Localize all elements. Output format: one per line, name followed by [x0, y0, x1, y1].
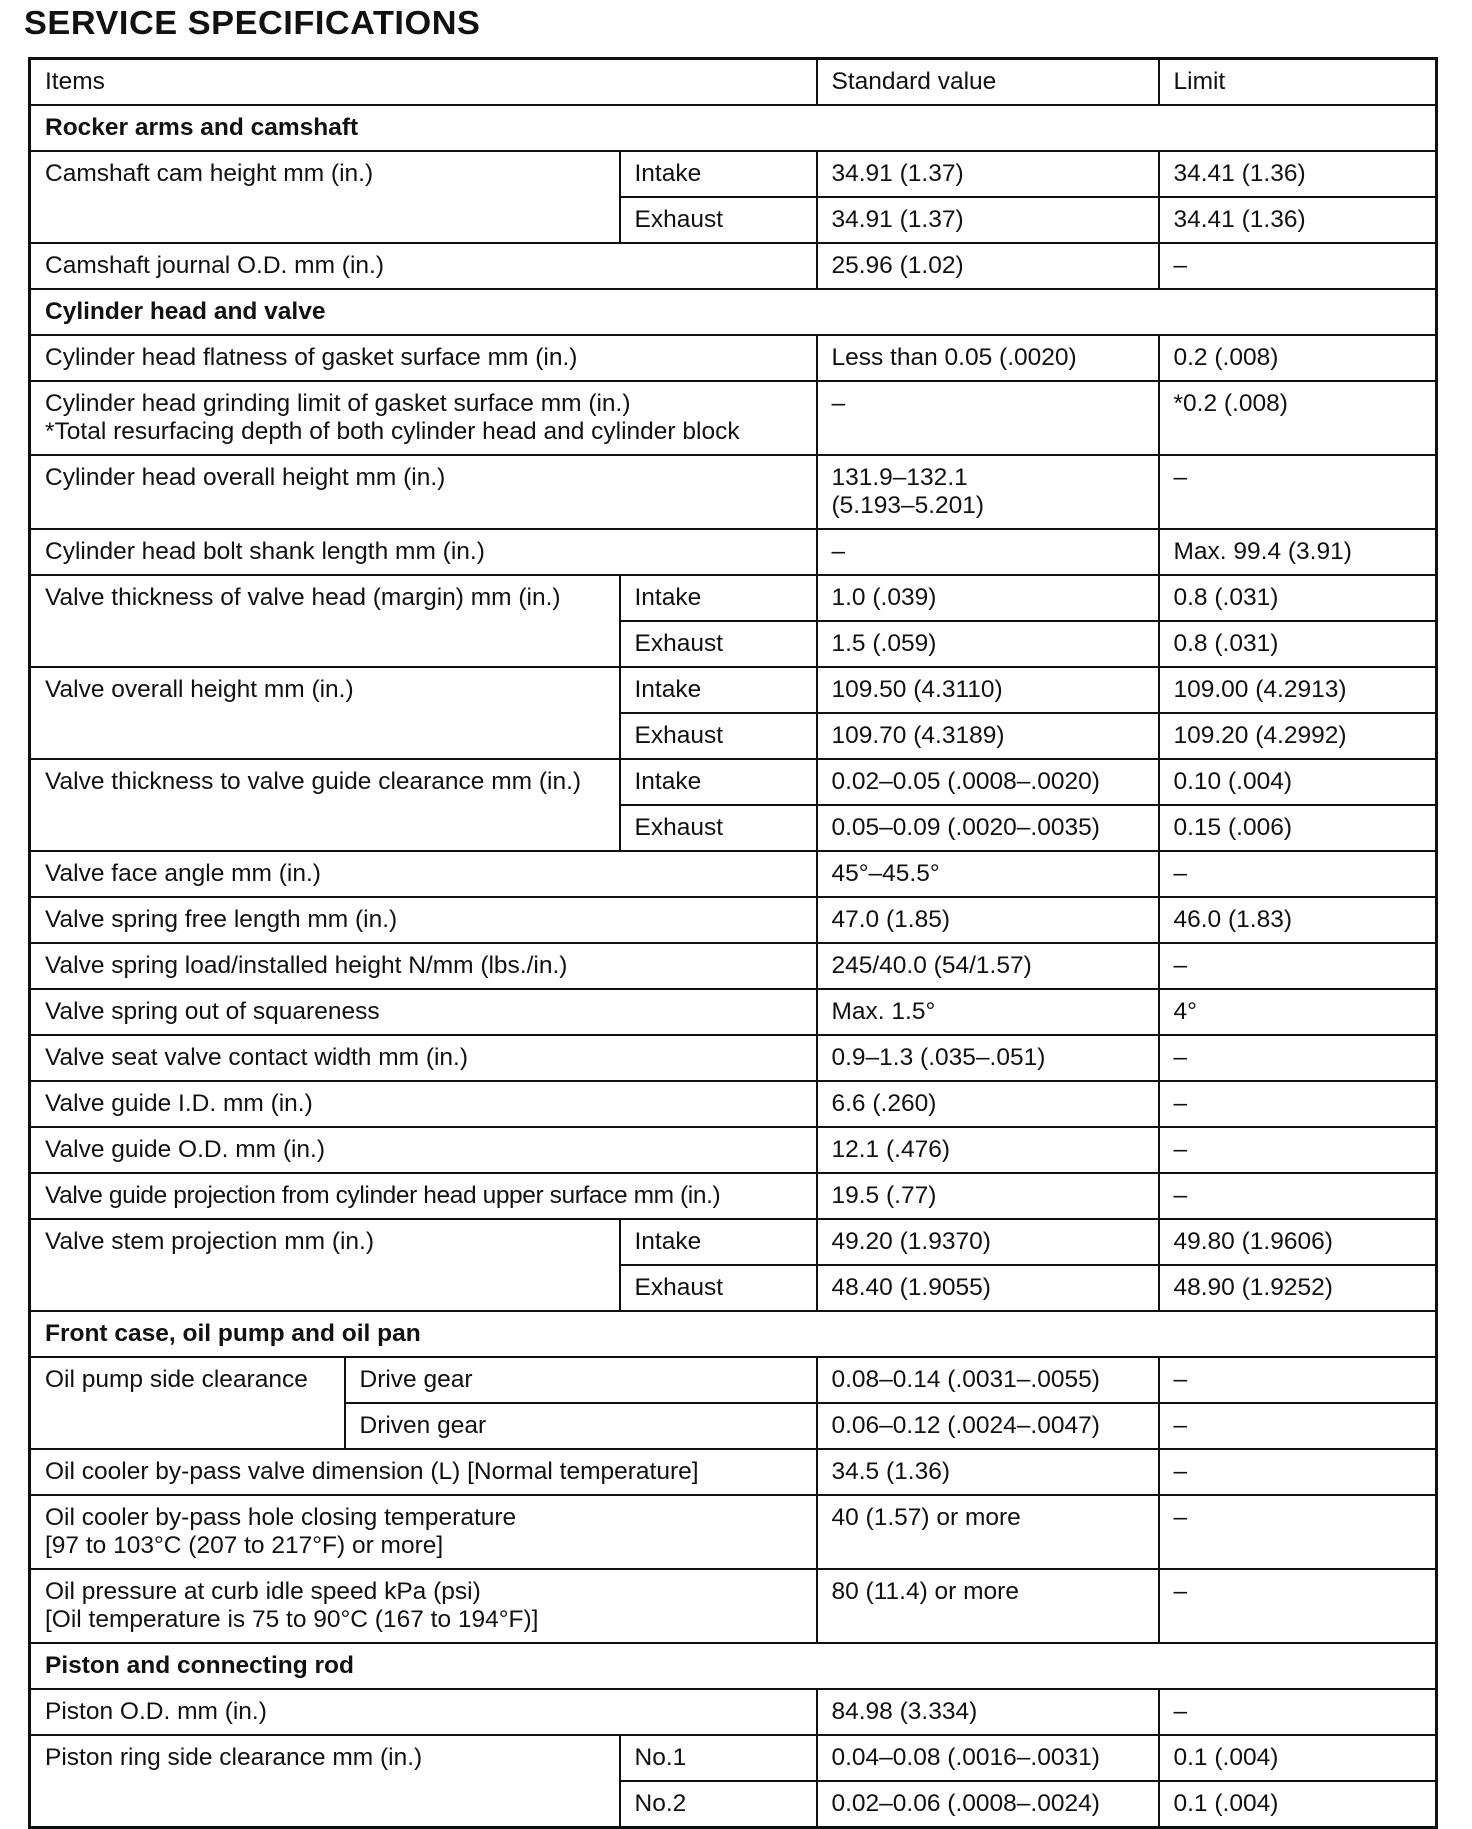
item-label: [30, 1495, 817, 1569]
item-label: Piston ring side clearance mm (in.): [30, 1735, 620, 1828]
item-label: Valve spring load/installed height N/mm (lbs./in.): [30, 943, 817, 989]
table-row: [30, 455, 1437, 529]
item-label-line: [Oil temperature is 75 to 90°C (167 to 194°F)]: [45, 1606, 539, 1633]
standard-value: 45°–45.5°: [817, 851, 1159, 897]
limit-value: Max. 99.4 (3.91): [1159, 529, 1437, 575]
limit-value: 0.8 (.031): [1159, 575, 1437, 621]
standard-value-line: (5.193–5.201): [831, 492, 985, 519]
standard-value: 34.91 (1.37): [817, 197, 1159, 243]
section-row: [30, 105, 1437, 151]
limit-value: 0.1 (.004): [1159, 1735, 1437, 1781]
standard-value: 245/40.0 (54/1.57): [817, 943, 1159, 989]
page-title: SERVICE SPECIFICATIONS: [24, 4, 481, 41]
sub-label: No.2: [620, 1781, 817, 1828]
table-row: [30, 1173, 1437, 1219]
item-label: Camshaft journal O.D. mm (in.): [30, 243, 817, 289]
limit-value: –: [1159, 243, 1437, 289]
item-label: Valve guide I.D. mm (in.): [30, 1081, 817, 1127]
table-row: [30, 1219, 1437, 1265]
standard-value: 25.96 (1.02): [817, 243, 1159, 289]
item-note: *Total resurfacing depth of both cylinder head and cylinder block: [45, 418, 740, 445]
item-label-line: Oil cooler by-pass hole closing temperature: [45, 1504, 517, 1531]
item-label: Oil cooler by-pass valve dimension (L) [Normal temperature]: [30, 1449, 817, 1495]
standard-value: 109.50 (4.3110): [817, 667, 1159, 713]
standard-value: 0.02–0.06 (.0008–.0024): [817, 1781, 1159, 1828]
table-row: [30, 1449, 1437, 1495]
sub-label: Exhaust: [620, 713, 817, 759]
item-label: Valve thickness to valve guide clearance mm (in.): [30, 759, 620, 851]
limit-value: 34.41 (1.36): [1159, 197, 1437, 243]
spec-table: [28, 57, 1438, 1829]
standard-value: 80 (11.4) or more: [817, 1569, 1159, 1643]
table-row: [30, 851, 1437, 897]
standard-value: 0.05–0.09 (.0020–.0035): [817, 805, 1159, 851]
table-row: [30, 1035, 1437, 1081]
table-row: [30, 151, 1437, 197]
table-row: [30, 1735, 1437, 1781]
standard-value: –: [817, 529, 1159, 575]
item-label: Piston O.D. mm (in.): [30, 1689, 817, 1735]
standard-value: Less than 0.05 (.0020): [817, 335, 1159, 381]
table-row: [30, 243, 1437, 289]
standard-value: 49.20 (1.9370): [817, 1219, 1159, 1265]
limit-value: –: [1159, 1127, 1437, 1173]
table-row: [30, 575, 1437, 621]
item-label: Valve stem projection mm (in.): [30, 1219, 620, 1311]
section-row: [30, 1311, 1437, 1357]
table-row: [30, 335, 1437, 381]
sub-label: Driven gear: [345, 1403, 817, 1449]
section-heading: Piston and connecting rod: [30, 1643, 1437, 1689]
standard-value: 34.91 (1.37): [817, 151, 1159, 197]
table-row: [30, 529, 1437, 575]
item-label: Cylinder head overall height mm (in.): [30, 455, 817, 529]
standard-value: 1.0 (.039): [817, 575, 1159, 621]
item-label: Valve overall height mm (in.): [30, 667, 620, 759]
sub-label: Exhaust: [620, 197, 817, 243]
table-row: [30, 1081, 1437, 1127]
item-label: Valve guide projection from cylinder head upper surface mm (in.): [30, 1173, 817, 1219]
item-label: [30, 1569, 817, 1643]
sub-label: Intake: [620, 151, 817, 197]
standard-value: [817, 455, 1159, 529]
limit-value: 4°: [1159, 989, 1437, 1035]
table-row: [30, 1357, 1437, 1403]
sub-label: Exhaust: [620, 621, 817, 667]
limit-value: 109.00 (4.2913): [1159, 667, 1437, 713]
limit-value: 49.80 (1.9606): [1159, 1219, 1437, 1265]
standard-value: 0.9–1.3 (.035–.051): [817, 1035, 1159, 1081]
sub-label: Drive gear: [345, 1357, 817, 1403]
item-label: Valve face angle mm (in.): [30, 851, 817, 897]
limit-value: *0.2 (.008): [1159, 381, 1437, 455]
table-row: [30, 989, 1437, 1035]
standard-value: –: [817, 381, 1159, 455]
standard-value: 6.6 (.260): [817, 1081, 1159, 1127]
standard-value: 34.5 (1.36): [817, 1449, 1159, 1495]
limit-value: 0.2 (.008): [1159, 335, 1437, 381]
item-label: Valve spring free length mm (in.): [30, 897, 817, 943]
table-header-row: [30, 59, 1437, 106]
table-row: [30, 897, 1437, 943]
standard-value: 0.08–0.14 (.0031–.0055): [817, 1357, 1159, 1403]
limit-value: 0.15 (.006): [1159, 805, 1437, 851]
section-heading: Cylinder head and valve: [30, 289, 1437, 335]
standard-value: Max. 1.5°: [817, 989, 1159, 1035]
standard-value: 84.98 (3.334): [817, 1689, 1159, 1735]
limit-value: 109.20 (4.2992): [1159, 713, 1437, 759]
limit-value: 0.8 (.031): [1159, 621, 1437, 667]
item-label: Valve thickness of valve head (margin) mm (in.): [30, 575, 620, 667]
sub-label: Exhaust: [620, 805, 817, 851]
standard-value: 47.0 (1.85): [817, 897, 1159, 943]
item-label-line: [97 to 103°C (207 to 217°F) or more]: [45, 1532, 444, 1559]
standard-value: 0.02–0.05 (.0008–.0020): [817, 759, 1159, 805]
limit-value: 48.90 (1.9252): [1159, 1265, 1437, 1311]
header-standard-value: Standard value: [817, 59, 1159, 106]
section-heading: Front case, oil pump and oil pan: [30, 1311, 1437, 1357]
table-row: [30, 759, 1437, 805]
table-row: [30, 1127, 1437, 1173]
standard-value: 48.40 (1.9055): [817, 1265, 1159, 1311]
limit-value: –: [1159, 455, 1437, 529]
limit-value: –: [1159, 1569, 1437, 1643]
standard-value: 12.1 (.476): [817, 1127, 1159, 1173]
section-heading: Rocker arms and camshaft: [30, 105, 1437, 151]
limit-value: –: [1159, 1403, 1437, 1449]
standard-value-line: 131.9–132.1: [831, 464, 968, 491]
limit-value: –: [1159, 1449, 1437, 1495]
standard-value: 0.04–0.08 (.0016–.0031): [817, 1735, 1159, 1781]
limit-value: –: [1159, 1081, 1437, 1127]
standard-value: 1.5 (.059): [817, 621, 1159, 667]
standard-value: 40 (1.57) or more: [817, 1495, 1159, 1569]
limit-value: –: [1159, 1357, 1437, 1403]
standard-value: 0.06–0.12 (.0024–.0047): [817, 1403, 1159, 1449]
item-label: Valve seat valve contact width mm (in.): [30, 1035, 817, 1081]
item-label: Camshaft cam height mm (in.): [30, 151, 620, 243]
section-row: [30, 289, 1437, 335]
limit-value: –: [1159, 851, 1437, 897]
item-label: Oil pump side clearance: [30, 1357, 345, 1449]
table-row: [30, 381, 1437, 455]
sub-label: Exhaust: [620, 1265, 817, 1311]
sub-label: Intake: [620, 575, 817, 621]
limit-value: 46.0 (1.83): [1159, 897, 1437, 943]
item-label: Valve spring out of squareness: [30, 989, 817, 1035]
standard-value: 109.70 (4.3189): [817, 713, 1159, 759]
standard-value: 19.5 (.77): [817, 1173, 1159, 1219]
limit-value: –: [1159, 1173, 1437, 1219]
limit-value: 34.41 (1.36): [1159, 151, 1437, 197]
limit-value: 0.1 (.004): [1159, 1781, 1437, 1828]
header-limit: Limit: [1159, 59, 1437, 106]
table-row: [30, 943, 1437, 989]
header-items: Items: [30, 59, 817, 106]
limit-value: –: [1159, 943, 1437, 989]
item-label: [30, 381, 817, 455]
sub-label: Intake: [620, 759, 817, 805]
item-label: Cylinder head flatness of gasket surface mm (in.): [30, 335, 817, 381]
table-row: [30, 1495, 1437, 1569]
section-row: [30, 1643, 1437, 1689]
table-row: [30, 1689, 1437, 1735]
limit-value: –: [1159, 1035, 1437, 1081]
item-label: Cylinder head bolt shank length mm (in.): [30, 529, 817, 575]
sub-label: Intake: [620, 1219, 817, 1265]
sub-label: Intake: [620, 667, 817, 713]
limit-value: –: [1159, 1495, 1437, 1569]
limit-value: –: [1159, 1689, 1437, 1735]
table-row: [30, 1569, 1437, 1643]
item-label-line: Oil pressure at curb idle speed kPa (psi): [45, 1578, 481, 1605]
item-label-line: Cylinder head grinding limit of gasket surface mm (in.): [45, 390, 631, 417]
item-label: Valve guide O.D. mm (in.): [30, 1127, 817, 1173]
limit-value: 0.10 (.004): [1159, 759, 1437, 805]
table-row: [30, 667, 1437, 713]
sub-label: No.1: [620, 1735, 817, 1781]
